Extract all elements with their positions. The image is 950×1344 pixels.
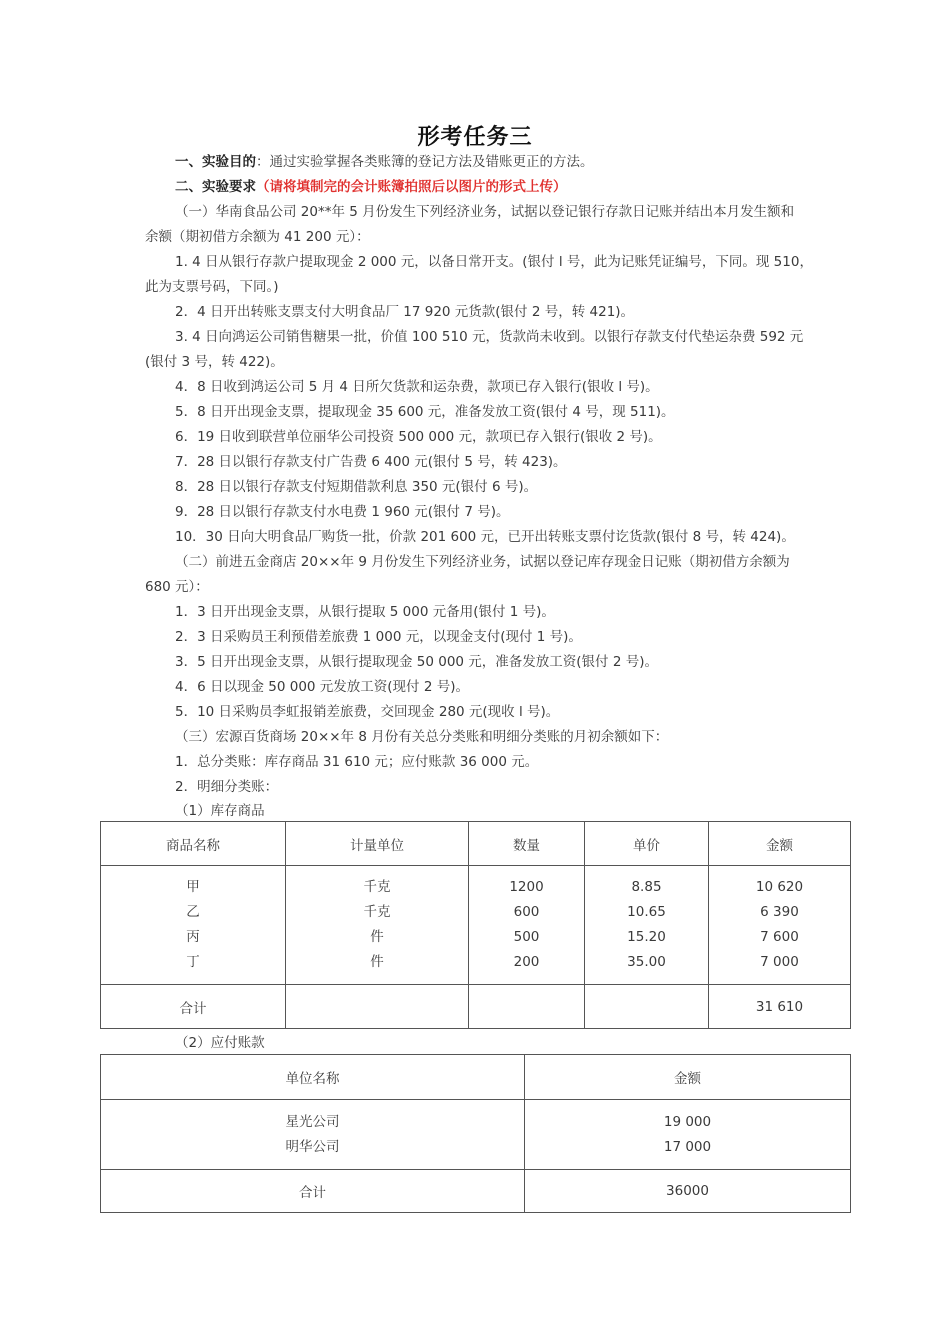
item-quantity: 600 [513, 904, 540, 920]
part1-item: 1. 4 日从银行存款户提取现金 2 000 元，以备日常开支。(银付 l 号，此为记账凭证编号，下同。现 510， [175, 254, 813, 270]
part3-item2: 2．明细分类账： [175, 779, 279, 795]
purpose-text: ：通过实验掌握各类账簿的登记方法及错账更正的方法。 [256, 154, 594, 170]
part1-intro-line1: （一）华南食品公司 20**年 5 月份发生下列经济业务，试据以登记银行存款日记账并结出本月发生额和 [175, 204, 795, 220]
item-price: 15.20 [627, 929, 666, 945]
table-total-row [101, 985, 851, 1029]
part1-item: 4．8 日收到鸿运公司 5 月 4 日所欠货款和运杂费，款项已存入银行(银收 l 号)。 [175, 379, 659, 395]
part2-item: 5．10 日采购员李虹报销差旅费，交回现金 280 元(现收 l 号)。 [175, 704, 560, 720]
item-name-cell [101, 866, 286, 985]
part2-item: 1．3 日开出现金支票，从银行提取 5 000 元备用(银付 1 号)。 [175, 604, 555, 620]
col-header: 计量单位 [286, 822, 469, 866]
amount-cell [709, 866, 851, 985]
part1-item: 5．8 日开出现金支票，提取现金 35 600 元，准备发放工资(银付 4 号，现 511)。 [175, 404, 675, 420]
empty-cell [585, 985, 709, 1029]
part2-intro-line2: 680 元）： [145, 579, 209, 595]
quantity-cell [469, 866, 585, 985]
item-price: 10.65 [627, 904, 666, 920]
item-name: 乙 [186, 904, 200, 920]
inventory-subtitle: （1）库存商品 [175, 803, 265, 819]
col-header: 金额 [709, 822, 851, 866]
item-unit: 件 [370, 929, 384, 945]
table-row [101, 866, 851, 985]
col-header: 商品名称 [101, 822, 286, 866]
requirement-label: 二、实验要求 [175, 179, 256, 195]
part2-item: 3．5 日开出现金支票，从银行提取现金 50 000 元，准备发放工资(银付 2 号)。 [175, 654, 658, 670]
item-quantity: 1200 [509, 879, 544, 895]
company-name-cell [101, 1100, 525, 1170]
table-total-row [101, 1170, 851, 1213]
part2-item: 2．3 日采购员王利预借差旅费 1 000 元，以现金支付(现付 1 号)。 [175, 629, 582, 645]
empty-cell [469, 985, 585, 1029]
payable-amount: 17 000 [663, 1138, 712, 1155]
part1-item-cont: (银付 3 号，转 422)。 [145, 354, 284, 370]
payable-subtitle: （2）应付账款 [175, 1035, 265, 1051]
col-header: 单价 [585, 822, 709, 866]
part1-item-cont: 此为支票号码，下同。) [145, 279, 279, 295]
purpose-label: 一、实验目的 [175, 154, 256, 170]
total-amount: 31 610 [709, 985, 851, 1029]
payable-amount-cell [525, 1100, 851, 1170]
part3-item1: 1．总分类账：库存商品 31 610 元；应付账款 36 000 元。 [175, 754, 539, 770]
total-amount: 36000 [525, 1170, 851, 1213]
part1-item: 7．28 日以银行存款支付广告费 6 400 元(银付 5 号，转 423)。 [175, 454, 567, 470]
item-name: 丙 [186, 929, 200, 945]
item-quantity: 200 [513, 954, 540, 970]
item-amount: 7 000 [760, 954, 799, 970]
unit-cell [286, 866, 469, 985]
company-name: 明华公司 [285, 1138, 340, 1155]
col-header: 单位名称 [101, 1055, 525, 1100]
empty-cell [286, 985, 469, 1029]
part1-item: 8．28 日以银行存款支付短期借款利息 350 元(银付 6 号)。 [175, 479, 538, 495]
payable-table [100, 1054, 851, 1213]
total-label: 合计 [101, 985, 286, 1029]
inventory-table [100, 821, 851, 1029]
table-header-row [101, 822, 851, 866]
table-header-row [101, 1055, 851, 1100]
item-unit: 千克 [363, 904, 391, 920]
item-price: 8.85 [631, 879, 662, 895]
payable-amount: 19 000 [663, 1113, 712, 1130]
total-label: 合计 [101, 1170, 525, 1213]
part1-intro-line2: 余额（期初借方余额为 41 200 元）： [145, 229, 370, 245]
part2-intro-line1: （二）前进五金商店 20××年 9 月份发生下列经济业务，试据以登记库存现金日记账（期初借方余额为 [175, 554, 790, 570]
part2-item: 4．6 日以现金 50 000 元发放工资(现付 2 号)。 [175, 679, 469, 695]
part1-item: 2．4 日开出转账支票支付大明食品厂 17 920 元货款(银付 2 号，转 421)。 [175, 304, 635, 320]
requirement-note: （请将填制完的会计账簿拍照后以图片的形式上传） [256, 179, 567, 195]
item-unit: 千克 [363, 879, 391, 895]
item-price: 35.00 [627, 954, 666, 970]
item-quantity: 500 [513, 929, 540, 945]
part1-item: 10．30 日向大明食品厂购货一批，价款 201 600 元，已开出转账支票付讫货款(银付 8 号，转 424)。 [175, 529, 795, 545]
part1-item: 9．28 日以银行存款支付水电费 1 960 元(银付 7 号)。 [175, 504, 510, 520]
part1-item: 6．19 日收到联营单位丽华公司投资 500 000 元，款项已存入银行(银收 2 号)。 [175, 429, 662, 445]
col-header: 数量 [469, 822, 585, 866]
requirement-line [175, 177, 567, 197]
part1-item: 3. 4 日向鸿运公司销售糖果一批，价值 100 510 元，货款尚未收到。以银行存款支付代垫运杂费 592 元 [175, 329, 804, 345]
item-name: 丁 [186, 954, 200, 970]
company-name: 星光公司 [285, 1113, 340, 1130]
item-amount: 6 390 [760, 904, 799, 920]
item-unit: 件 [370, 954, 384, 970]
item-amount: 7 600 [760, 929, 799, 945]
col-header: 金额 [525, 1055, 851, 1100]
item-amount: 10 620 [755, 879, 804, 895]
part3-intro: （三）宏源百货商场 20××年 8 月份有关总分类账和明细分类账的月初余额如下： [175, 729, 669, 745]
purpose-line [175, 152, 594, 172]
page-title: 形考任务三 [417, 125, 533, 150]
table-row [101, 1100, 851, 1170]
price-cell [585, 866, 709, 985]
item-name: 甲 [186, 879, 200, 895]
